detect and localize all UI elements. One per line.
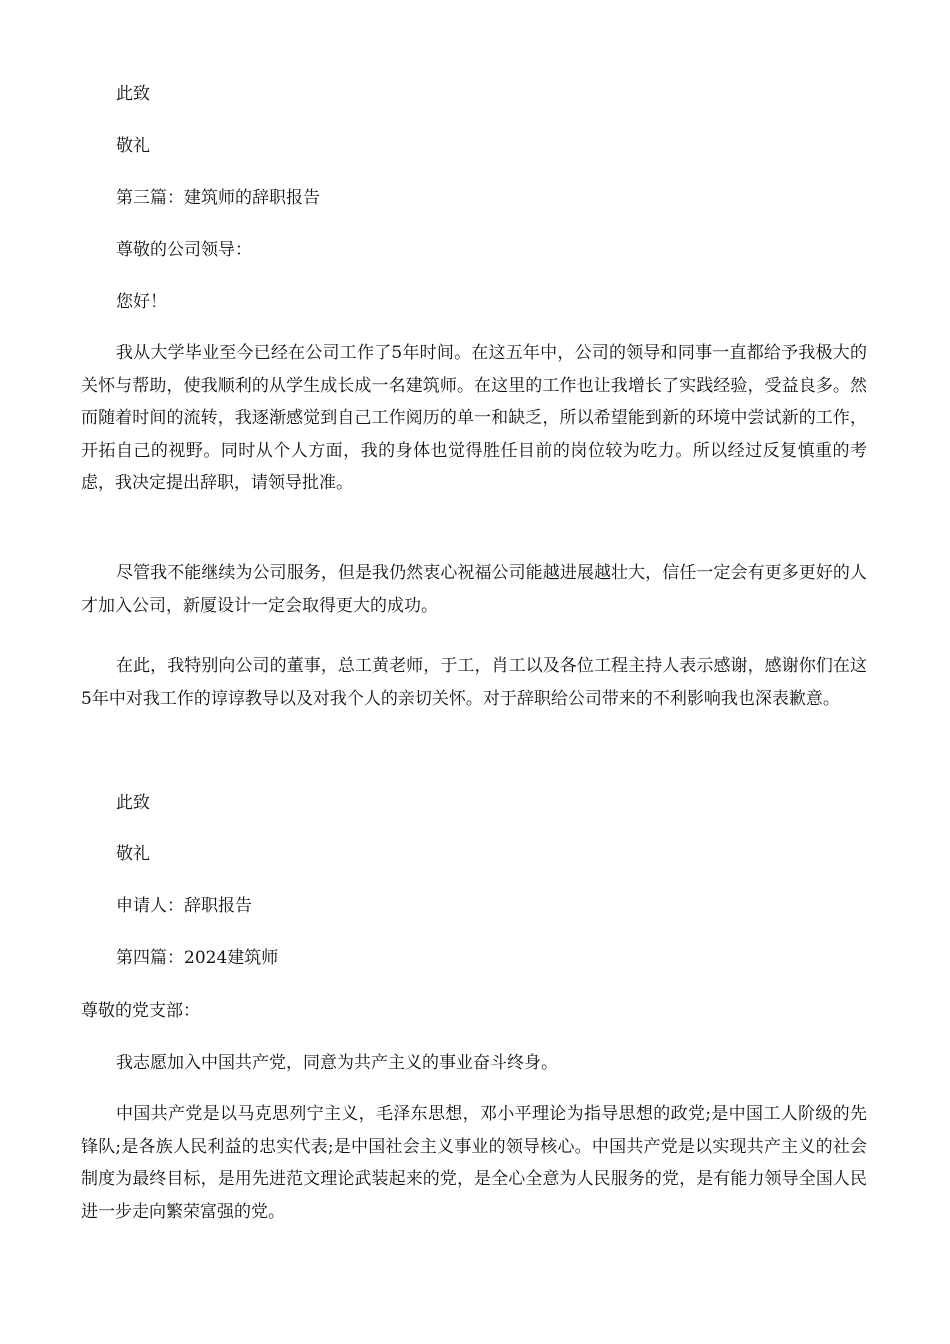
applicant-line: 申请人：辞职报告	[116, 896, 252, 916]
body-paragraph-3: 在此，我特别向公司的董事，总工黄老师，于工，肖工以及各位工程主持人表示感谢，感谢你们在这5年中对我工作的谆谆教导以及对我个人的亲切关怀。对于辞职给公司带来的不利影响我也深表歉意。	[81, 656, 867, 709]
closing-salutation-2: 此致	[116, 793, 150, 813]
closing-salutation: 此致	[116, 84, 150, 104]
closing-regards-2: 敬礼	[116, 844, 150, 864]
body-paragraph-2: 尽管我不能继续为公司服务，但是我仍然衷心祝福公司能越进展越壮大，信任一定会有更多更好的人才加入公司，新厦设计一定会取得更大的成功。	[81, 563, 867, 616]
greeting-line: 您好！	[116, 292, 167, 312]
recipient-line-2: 尊敬的党支部：	[81, 1001, 200, 1021]
body-paragraph-4: 中国共产党是以马克思列宁主义，毛泽东思想，邓小平理论为指导思想的政党;是中国工人阶级的先锋队;是各族人民利益的忠实代表;是中国社会主义事业的领导核心。中国共产党是以实现共产主义的社会制度为最终目标，是用先进范文理论武装起来的党，是全心全意为人民服务的党，是有能力领导全国人民进一步走向繁荣富强的党。	[81, 1104, 867, 1222]
recipient-line: 尊敬的公司领导：	[116, 240, 252, 260]
section-title-4: 第四篇：2024建筑师	[116, 948, 279, 968]
body-paragraph-1: 我从大学毕业至今已经在公司工作了5年时间。在这五年中，公司的领导和同事一直都给予我极大的关怀与帮助，使我顺利的从学生成长成一名建筑师。在这里的工作也让我增长了实践经验，受益良多。然而随着时间的流转，我逐渐感觉到自己工作阅历的单一和缺乏，所以希望能到新的环境中尝试新的工作，开拓自己的视野。同时从个人方面，我的身体也觉得胜任目前的岗位较为吃力。所以经过反复慎重的考虑，我决定提出辞职，请领导批准。	[81, 343, 867, 493]
section-title-3: 第三篇：建筑师的辞职报告	[116, 188, 320, 208]
statement-line: 我志愿加入中国共产党，同意为共产主义的事业奋斗终身。	[116, 1053, 558, 1073]
closing-regards: 敬礼	[116, 136, 150, 156]
